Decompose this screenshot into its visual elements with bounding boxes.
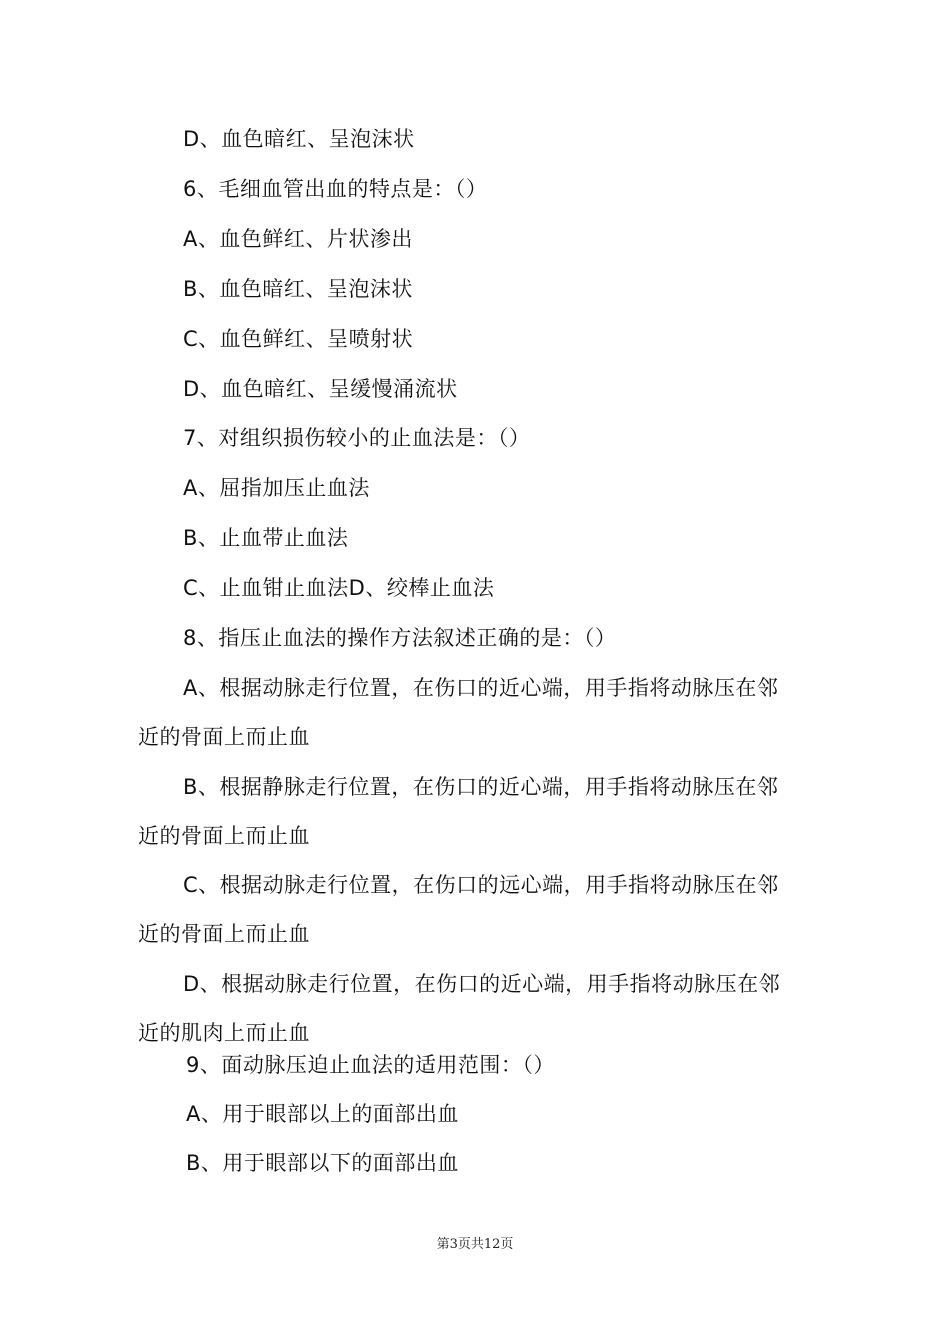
option-c-q6: C、血色鲜红、呈喷射状 <box>183 327 414 351</box>
question-7: 7、对组织损伤较小的止血法是：（） <box>183 426 531 450</box>
option-c-q8: C、根据动脉走行位置，在伤口的远心端，用手指将动脉压在邻 <box>183 873 779 897</box>
option-cd-q7: C、止血钳止血法D、绞棒止血法 <box>183 576 495 600</box>
option-d-q6: D、血色暗红、呈缓慢涌流状 <box>183 377 458 401</box>
option-d-q8: D、根据动脉走行位置，在伤口的近心端，用手指将动脉压在邻 <box>183 972 781 996</box>
option-a-q8-cont: 近的骨面上而止血 <box>138 725 310 749</box>
option-d-q8-cont: 近的肌肉上而止血 <box>138 1021 310 1045</box>
option-b-q8-cont: 近的骨面上而止血 <box>138 824 310 848</box>
option-a-q8: A、根据动脉走行位置，在伤口的近心端，用手指将动脉压在邻 <box>183 676 779 700</box>
page-number: 第3页共12页 <box>436 1237 514 1252</box>
question-8: 8、指压止血法的操作方法叙述正确的是：（） <box>183 626 617 650</box>
option-b-q8: B、根据静脉走行位置，在伤口的近心端，用手指将动脉压在邻 <box>183 775 779 799</box>
question-6: 6、毛细血管出血的特点是：（） <box>183 177 488 201</box>
question-9: 9、面动脉压迫止血法的适用范围：（） <box>186 1053 555 1077</box>
option-a-q7: A、屈指加压止血法 <box>183 476 370 500</box>
option-b-q6: B、血色暗红、呈泡沫状 <box>183 277 413 301</box>
option-a-q9: A、用于眼部以上的面部出血 <box>186 1102 459 1126</box>
option-c-q8-cont: 近的骨面上而止血 <box>138 922 310 946</box>
option-b-q7: B、止血带止血法 <box>183 526 349 550</box>
option-d-q5: D、血色暗红、呈泡沫状 <box>183 127 415 151</box>
option-a-q6: A、血色鲜红、片状渗出 <box>183 227 413 251</box>
option-b-q9: B、用于眼部以下的面部出血 <box>186 1151 459 1175</box>
